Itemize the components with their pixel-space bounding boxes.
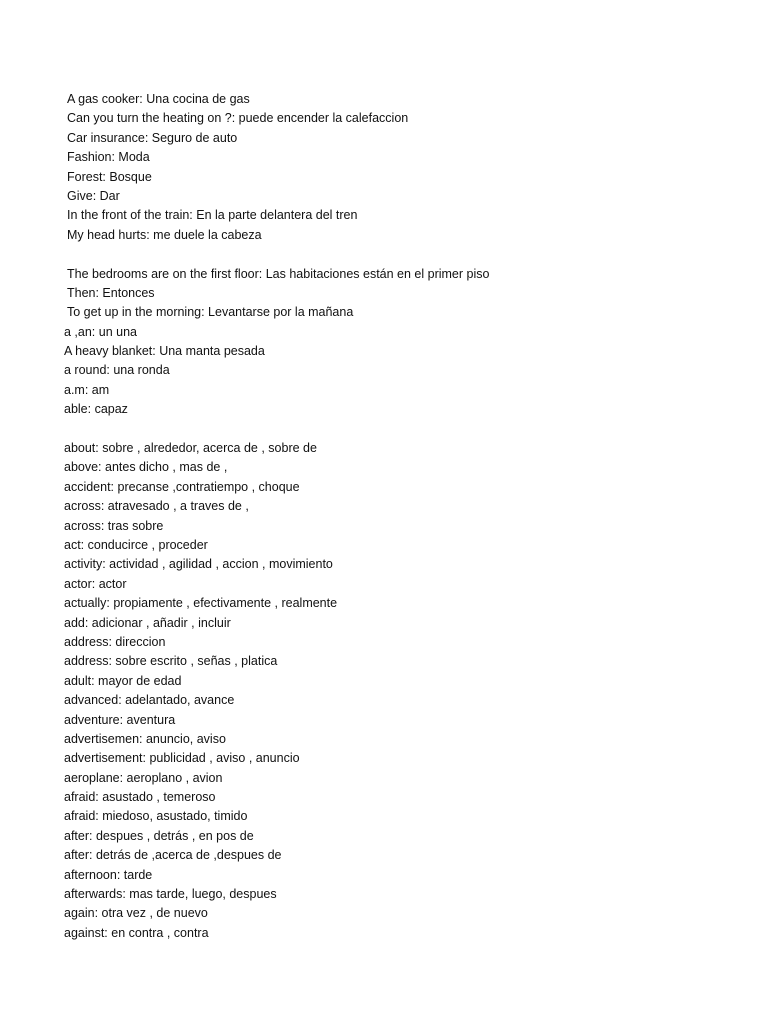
blank-line <box>0 420 768 439</box>
vocabulary-entry: against: en contra , contra <box>64 925 209 940</box>
vocabulary-entry: My head hurts: me duele la cabeza <box>67 227 262 242</box>
vocabulary-entry: afraid: miedoso, asustado, timido <box>64 809 248 824</box>
vocabulary-entry: above: antes dicho , mas de , <box>64 460 228 475</box>
vocabulary-entry: Give: Dar <box>67 188 120 203</box>
vocabulary-entry: address: sobre escrito , señas , platica <box>64 654 278 669</box>
vocabulary-entry: a round: una ronda <box>64 363 170 378</box>
vocabulary-entry: A heavy blanket: Una manta pesada <box>64 344 265 359</box>
vocabulary-entry: after: detrás de ,acerca de ,despues de <box>64 848 282 863</box>
vocabulary-entry: a ,an: un una <box>64 324 137 339</box>
vocabulary-entry: activity: actividad , agilidad , accion , movimiento <box>64 557 333 572</box>
vocabulary-entry: To get up in the morning: Levantarse por la mañana <box>67 305 354 320</box>
vocabulary-entry: A gas cooker: Una cocina de gas <box>67 92 250 106</box>
vocabulary-entry: adventure: aventura <box>64 712 176 727</box>
vocabulary-entry: again: otra vez , de nuevo <box>64 906 208 921</box>
vocabulary-entry: aeroplane: aeroplano , avion <box>64 770 223 785</box>
vocabulary-entry: a.m: am <box>64 382 110 397</box>
vocabulary-entry: Fashion: Moda <box>67 150 150 165</box>
vocabulary-list <box>0 90 768 943</box>
vocabulary-entry: advertisement: publicidad , aviso , anuncio <box>64 751 300 766</box>
vocabulary-entry: Can you turn the heating on ?: puede encender la calefaccion <box>67 111 409 126</box>
vocabulary-entry: actually: propiamente , efectivamente , realmente <box>64 596 338 611</box>
vocabulary-entry: Car insurance: Seguro de auto <box>67 130 238 145</box>
vocabulary-entry: actor: actor <box>64 576 127 591</box>
vocabulary-entry: across: tras sobre <box>64 518 164 533</box>
blank-line <box>0 245 768 264</box>
vocabulary-entry: act: conducirce , proceder <box>64 537 208 552</box>
vocabulary-entry: add: adicionar , añadir , incluir <box>64 615 231 630</box>
vocabulary-entry: accident: precanse ,contratiempo , choque <box>64 479 300 494</box>
vocabulary-entry: In the front of the train: En la parte delantera del tren <box>67 208 358 223</box>
vocabulary-entry: address: direccion <box>64 634 166 649</box>
vocabulary-entry: afternoon: tarde <box>64 867 153 882</box>
vocabulary-entry: Forest: Bosque <box>67 169 152 184</box>
vocabulary-entry: The bedrooms are on the first floor: Las habitaciones están en el primer piso <box>67 266 490 281</box>
vocabulary-entry: afraid: asustado , temeroso <box>64 790 216 805</box>
vocabulary-entry: advertisemen: anuncio, aviso <box>64 731 226 746</box>
vocabulary-entry: Then: Entonces <box>67 285 155 300</box>
vocabulary-entry: across: atravesado , a traves de , <box>64 499 249 514</box>
vocabulary-entry: after: despues , detrás , en pos de <box>64 828 254 843</box>
vocabulary-entry: able: capaz <box>64 402 128 417</box>
vocabulary-entry: about: sobre , alrededor, acerca de , sobre de <box>64 441 317 456</box>
vocabulary-entry: afterwards: mas tarde, luego, despues <box>64 887 277 902</box>
vocabulary-entry: adult: mayor de edad <box>64 673 182 688</box>
vocabulary-entry: advanced: adelantado, avance <box>64 693 235 708</box>
